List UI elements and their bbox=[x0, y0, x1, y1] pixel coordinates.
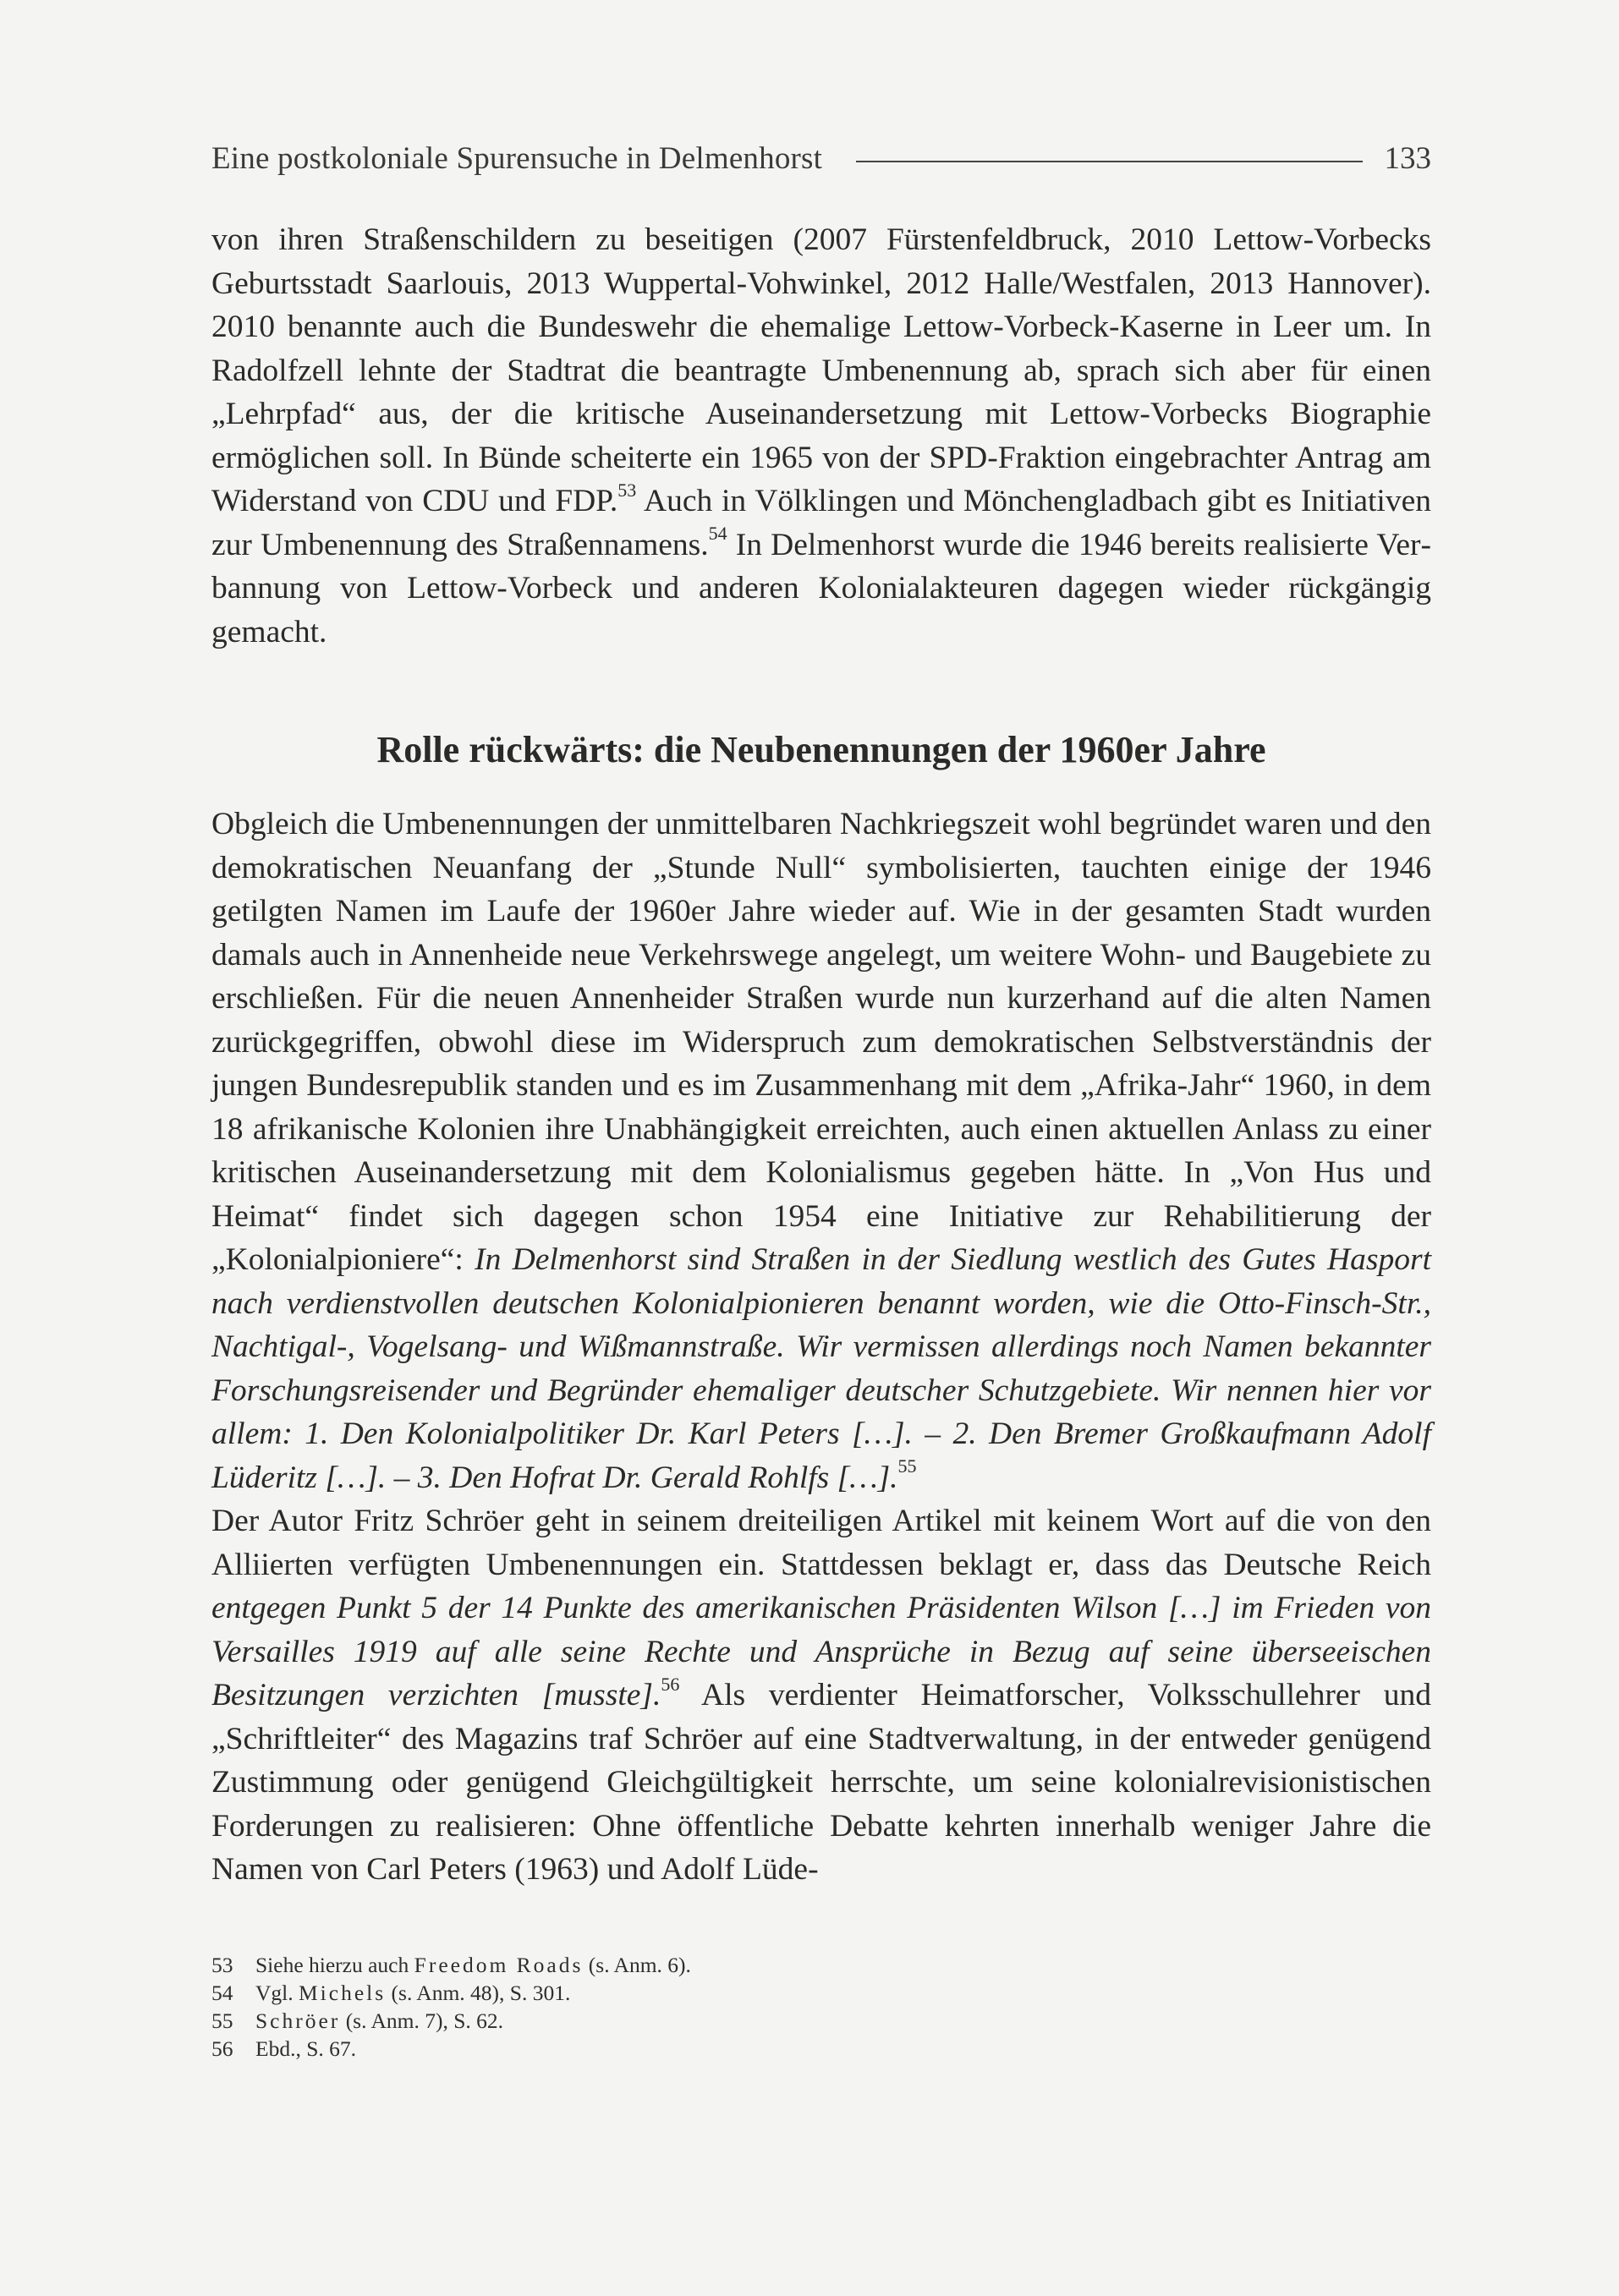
footnote bbox=[211, 1979, 1431, 2007]
footnote-text-run: Vgl. bbox=[255, 1980, 299, 2005]
footnote-text bbox=[255, 2035, 356, 2063]
footnote-text-run: (s. Anm. 7), S. 62. bbox=[340, 2008, 503, 2033]
footnote-text bbox=[255, 1951, 691, 1979]
paragraph bbox=[211, 803, 1431, 1499]
page-number: 133 bbox=[1384, 141, 1431, 176]
text-run: von ihren Straßenschildern zu beseitigen (2007 Fürstenfeldbruck, 2010 Lettow-Vorbecks Geburtsstadt Saarlouis, 2013 Wuppertal-Vohwinkel, 2012 Halle/Westfalen, 2013 Hannover). 2010 benannte auch die Bundeswehr die ehemalige Lettow-Vorbeck-Kaserne in Leer um. In Radolfzell lehnte der Stadtrat die beantragte Umbenennung ab, sprach sich aber für einen „Lehrpfad“ aus, der die kritische Auseinandersetzung mit Lettow-Vorbecks Biographie ermöglichen soll. In Bünde scheiterte ein 1965 von der SPD-Fraktion eingebrachter Antrag am Widerstand von CDU und FDP. bbox=[211, 222, 1431, 518]
quotation: entgegen Punkt 5 der 14 Punkte des amerikanischen Präsidenten Wilson […] im Frieden von Versailles 1919 auf alle seine Rechte und Ansprüche in Bezug auf seine überseeischen Besitzungen verzichten [musste]. bbox=[211, 1591, 1431, 1712]
text-run: Der Autor Fritz Schröer geht in seinem dreiteiligen Artikel mit keinem Wort auf die von den Alliierten verfügten Umbenennungen ein. Stattdessen beklagt er, dass das Deutsche Reich bbox=[211, 1504, 1431, 1582]
footnote-author: Michels bbox=[299, 1980, 387, 2005]
body-text bbox=[211, 218, 1431, 1892]
footnotes bbox=[211, 1951, 1431, 2063]
footnote bbox=[211, 2007, 1431, 2035]
footnote-text-run: (s. Anm. 6). bbox=[583, 1952, 691, 1977]
footnote-number: 54 bbox=[211, 1980, 233, 2005]
footnote-text bbox=[255, 1979, 570, 2007]
text-run: Obgleich die Umbenennungen der unmittelbaren Nachkriegszeit wohl begründet waren und den demokratischen Neuanfang der „Stunde Null“ symbolisierten, tauchten einige der 1946 getilgten Namen im Laufe der 1960er Jahre wieder auf. Wie in der gesamten Stadt wurden damals auch in Annenheide neue Verkehrswege angelegt, um weitere Wohn- und Baugebiete zu erschließen. Für die neuen Annenheider Straßen wurde nun kurzerhand auf die alten Namen zurückgegriffen, obwohl diese im Widerspruch zum demokratischen Selbstverständnis der jungen Bundesrepublik standen und es im Zusammenhang mit dem „Afrika-Jahr“ 1960, in dem 18 afrikanische Kolonien ihre Unabhängigkeit erreichten, auch einen aktuellen Anlass zu einer kritischen Auseinandersetzung mit dem Kolonialismus gegeben hätte. In „Von Hus und Heimat“ findet sich dagegen schon 1954 eine Initiative zur Rehabilitierung der „Kolonialpioniere“: bbox=[211, 807, 1431, 1277]
text-run: Als verdienter Heimatforscher, Volksschullehrer und „Schriftleiter“ des Magazins traf Schröer auf eine Stadtverwaltung, in der entweder genügend Zustimmung oder genügend Gleichgültigkeit herrschte, um seine kolonialrevisionistischen Forderungen zu realisieren: Ohne öffentliche Debatte kehrten innerhalb weniger Jahre die Namen von Carl Peters (1963) und Adolf Lüde- bbox=[211, 1678, 1431, 1887]
running-head bbox=[211, 135, 1431, 183]
footnote-text bbox=[255, 2007, 503, 2035]
section-heading: Rolle rückwärts: die Neubenennungen der 1960er Jahre bbox=[376, 729, 1266, 770]
footnote-text-run: (s. Anm. 48), S. 301. bbox=[386, 1980, 571, 2005]
footnote-text-run: Siehe hierzu auch bbox=[255, 1952, 414, 1977]
quotation: In Delmenhorst sind Straßen in der Siedlung westlich des Gutes Hasport nach verdienstvollen deutschen Kolonialpionieren benannt worden, wie die Otto-Finsch-Str., Nachtigal-, Vogelsang- und Wißmannstraße. Wir vermissen allerdings noch Namen bekannter Forschungsreisender und Begründer ehemaliger deutscher Schutzgebiete. Wir nennen hier vor allem: 1. Den Kolonialpolitiker Dr. Karl Peters […]. – 2. Den Bremer Großkaufmann Adolf Lüderitz […]. – 3. Den Hofrat Dr. Gerald Rohlfs […]. bbox=[211, 1242, 1431, 1495]
footnote-number: 56 bbox=[211, 2036, 233, 2061]
paragraph bbox=[211, 1499, 1431, 1892]
footnote bbox=[211, 2035, 1431, 2063]
footnote-ref-54[interactable]: 54 bbox=[708, 523, 727, 544]
text-run: Auch in Völklingen und Mönchengladbach gibt es Initiativen zur Umbenennung des Straßennamens. bbox=[211, 484, 1431, 562]
text-run: In Delmenhorst wurde die 1946 bereits realisierte Verbannung von Lettow-Vorbeck und anderen Kolonialakteuren dagegen wieder rückgängig gemacht. bbox=[211, 527, 1431, 649]
footnote-text-run: Ebd., S. 67. bbox=[255, 2036, 357, 2061]
paragraph-continuation bbox=[211, 218, 1431, 654]
footnote-ref-53[interactable]: 53 bbox=[617, 479, 637, 501]
running-head-rule bbox=[856, 161, 1362, 162]
running-head-title: Eine postkoloniale Spurensuche in Delmenhorst bbox=[211, 141, 823, 176]
footnote-ref-56[interactable]: 56 bbox=[661, 1673, 680, 1695]
footnote-author: Freedom Roads bbox=[414, 1952, 584, 1977]
footnote-ref-55[interactable]: 55 bbox=[897, 1455, 917, 1477]
footnote-number: 55 bbox=[211, 2008, 233, 2033]
book-page bbox=[211, 135, 1431, 2063]
footnote-author: Schröer bbox=[255, 2008, 341, 2033]
footnote-number: 53 bbox=[211, 1952, 233, 1977]
footnote bbox=[211, 1951, 1431, 1979]
